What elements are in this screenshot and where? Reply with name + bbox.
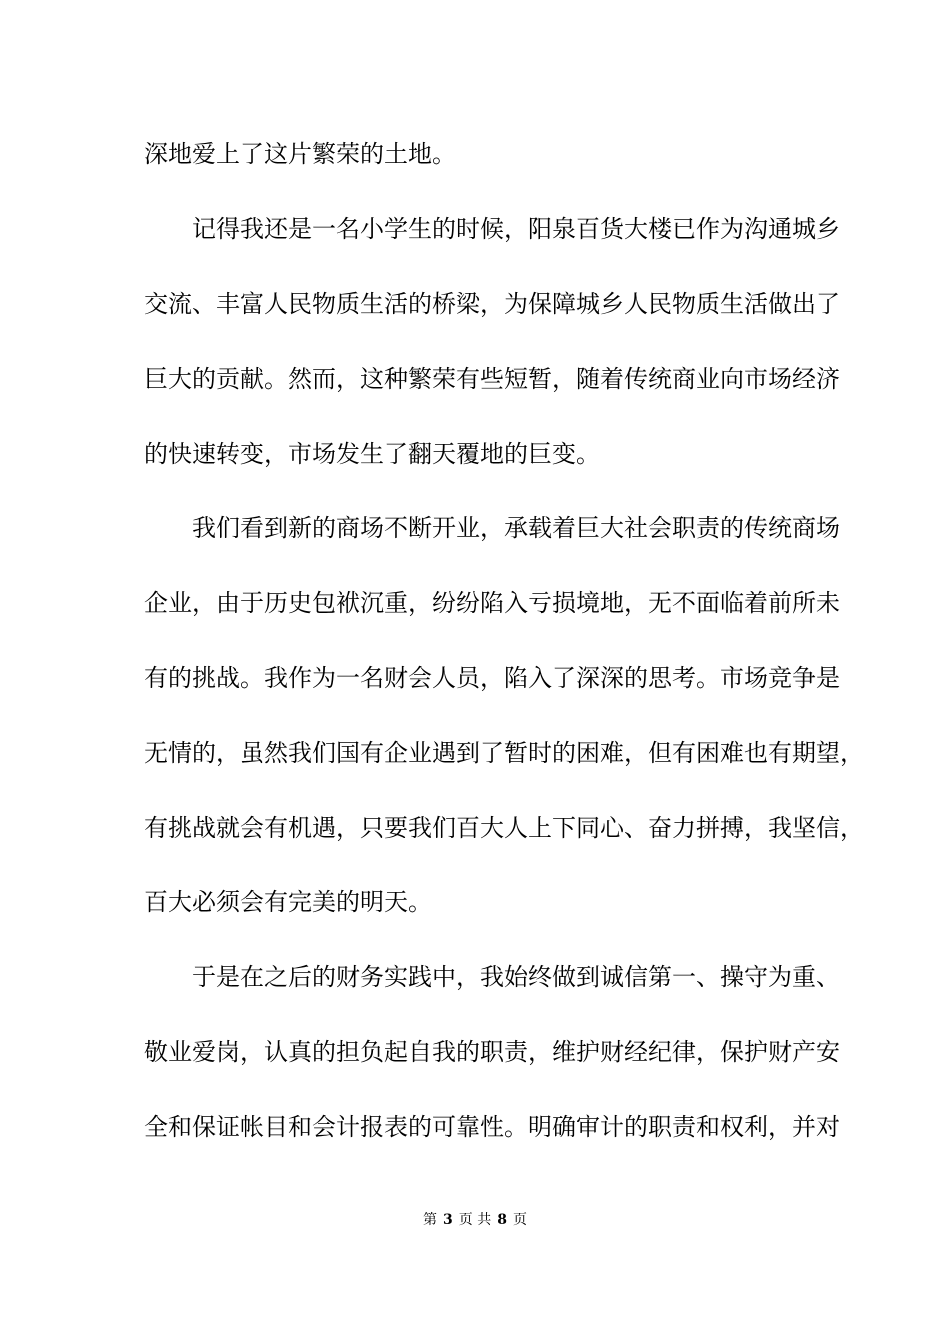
paragraph-line-6: 我们看到新的商场不断开业，承载着巨大社会职责的传统商场 [192,514,840,542]
paragraph-line-10: 有挑战就会有机遇，只要我们百大人上下同心、奋力拼搏，我坚信， [144,814,864,842]
paragraph-line-14: 全和保证帐目和会计报表的可靠性。明确审计的职责和权利，并对 [144,1113,840,1141]
paragraph-line-4: 巨大的贡献。然而，这种繁荣有些短暂，随着传统商业向市场经济 [144,365,840,393]
footer-page-number: 3 [443,1212,453,1228]
page-footer [0,1208,950,1232]
paragraph-line-9: 无情的，虽然我们国有企业遇到了暂时的困难，但有困难也有期望， [144,739,864,767]
footer-total-pages: 8 [497,1212,507,1228]
paragraph-line-12: 于是在之后的财务实践中，我始终做到诚信第一、操守为重、 [192,963,840,991]
paragraph-line-8: 有的挑战。我作为一名财会人员，陷入了深深的思考。市场竞争是 [144,664,840,692]
paragraph-line-2: 记得我还是一名小学生的时候，阳泉百货大楼已作为沟通城乡 [192,215,840,243]
paragraph-line-11: 百大必须会有完美的明天。 [144,888,432,916]
paragraph-line-3: 交流、丰富人民物质生活的桥梁，为保障城乡人民物质生活做出了 [144,290,840,318]
footer-suffix: 页 [512,1212,527,1228]
paragraph-line-1: 深地爱上了这片繁荣的土地。 [144,140,456,168]
footer-prefix: 第 [423,1212,438,1228]
paragraph-line-13: 敬业爱岗，认真的担负起自我的职责，维护财经纪律，保护财产安 [144,1038,840,1066]
paragraph-line-5: 的快速转变，市场发生了翻天覆地的巨变。 [144,440,600,468]
paragraph-line-7: 企业，由于历史包袱沉重，纷纷陷入亏损境地，无不面临着前所未 [144,589,840,617]
footer-mid: 页 共 [458,1212,492,1228]
